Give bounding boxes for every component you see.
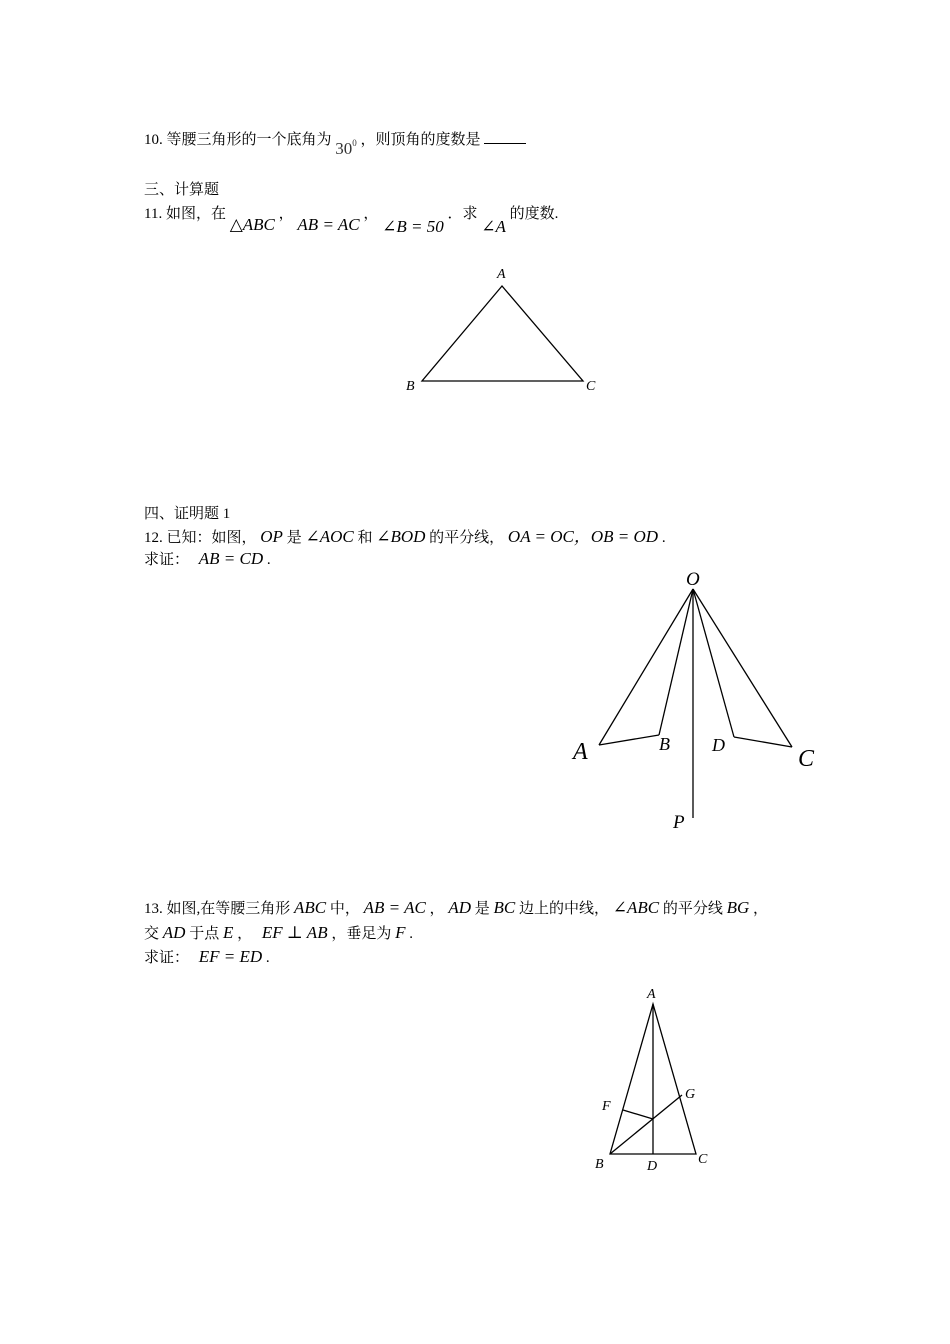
- q11-t1: 如图，在: [165, 206, 226, 222]
- q13-l2ad: AD: [162, 923, 186, 942]
- q11-eq1: AB = AC: [297, 215, 360, 234]
- fig12-segment-oa: [599, 589, 693, 745]
- q13-number: 13.: [144, 901, 163, 917]
- q13-eq1: AB = AC: [363, 898, 426, 917]
- triangle-abc: [422, 286, 583, 381]
- q10-text-a: 等腰三角形的一个底角为: [166, 132, 332, 148]
- fig12-label-b: B: [659, 734, 670, 754]
- q13-bg: BG: [726, 898, 750, 917]
- fig12-label-a: A: [573, 739, 588, 765]
- fig13-label-g: G: [685, 1087, 696, 1102]
- q12-t1: 已知：如图，: [166, 530, 257, 546]
- q11-angle: ∠B = 50: [382, 217, 444, 236]
- q12-t2: 是: [286, 530, 302, 546]
- section4-title: 四、证明题 1: [144, 506, 231, 522]
- section3-title: 三、计算题: [144, 182, 220, 198]
- fig12-label-d: D: [712, 735, 725, 755]
- q11-c2: ，: [363, 206, 379, 222]
- q13-prove-label: 求证：: [144, 950, 190, 966]
- q13-l2e: E: [222, 923, 234, 942]
- q11-c1: ，: [278, 206, 294, 222]
- q13-l2f: F: [395, 923, 406, 942]
- fig12-segment-dc: [734, 737, 792, 747]
- figure-q13-triangle: [610, 1004, 696, 1154]
- figure-q11-triangle: [422, 286, 583, 381]
- fig13-label-d: D: [647, 1159, 658, 1174]
- q13-t6: 的平分线: [662, 901, 723, 917]
- q13-t5: 边上的中线，: [518, 901, 609, 917]
- fig12-label-c: C: [798, 746, 815, 772]
- fig12-segment-ab: [599, 735, 659, 745]
- q13-t1: 如图,在等腰三角形: [166, 901, 291, 917]
- q10-number: 10.: [144, 132, 163, 148]
- fig12-segment-od: [693, 589, 734, 737]
- q10-angle-value: $30^0$: [335, 138, 357, 158]
- q13-l2d: ，垂足为: [331, 926, 392, 942]
- q11-t2: ．求: [447, 206, 478, 222]
- fig13-label-b: B: [595, 1157, 604, 1172]
- q13-t3: ，: [429, 901, 445, 917]
- q13-l2end: .: [409, 926, 413, 942]
- q11-triangle: △ABC: [229, 215, 275, 234]
- figure-q12-kite: [599, 589, 792, 818]
- q13-perp: EF ⊥ AB: [261, 923, 328, 942]
- q10-text-b: ，则顶角的度数是: [360, 132, 481, 148]
- q13-ad: AD: [448, 898, 471, 917]
- fig12-segment-co: [693, 589, 792, 747]
- fig13-bisector-bg: [610, 1095, 682, 1154]
- q12-number: 12.: [144, 530, 163, 546]
- q12-eq1: OA = OC，OB = OD: [507, 527, 659, 546]
- fig13-label-c: C: [698, 1152, 708, 1167]
- q12-prove-eq: AB = CD: [198, 549, 264, 568]
- q13-t2: 中，: [329, 901, 360, 917]
- fig11-label-c: C: [586, 379, 596, 394]
- q12-prove-end: .: [266, 552, 271, 568]
- fig13-perpendicular-ef: [623, 1110, 653, 1119]
- q12-t4: 的平分线，: [429, 530, 505, 546]
- q13-t4: 是: [474, 901, 490, 917]
- fig12-label-o: O: [686, 569, 700, 590]
- q13-l2b: 于点: [189, 926, 220, 942]
- fig13-label-f: F: [602, 1099, 611, 1114]
- q13-t7: ，: [753, 901, 769, 917]
- q13-l2c: ，: [237, 926, 253, 942]
- q12-angle-aoc: ∠AOC: [305, 527, 354, 546]
- q13-bc: BC: [493, 898, 516, 917]
- q12-op: OP: [260, 527, 283, 546]
- q13-l2a: 交: [144, 926, 160, 942]
- q11-t3: 的度数.: [509, 206, 559, 222]
- fig12-segment-bo: [659, 589, 693, 735]
- fig12-label-p: P: [673, 812, 685, 833]
- q12-angle-bod: ∠BOD: [376, 527, 426, 546]
- fig11-label-a: A: [497, 267, 506, 282]
- q12-prove-label: 求证：: [144, 552, 190, 568]
- q12-end: .: [661, 530, 666, 546]
- q13-prove-eq: EF = ED: [198, 947, 263, 966]
- q13-prove-end: .: [265, 950, 270, 966]
- q12-t3: 和: [357, 530, 373, 546]
- fig13-label-a: A: [647, 987, 656, 1002]
- q13-abc: ABC: [294, 898, 327, 917]
- q11-target: ∠A: [481, 217, 506, 236]
- q11-number: 11.: [144, 206, 163, 222]
- q13-angle-abc: ∠ABC: [612, 898, 660, 917]
- fig11-label-b: B: [406, 379, 415, 394]
